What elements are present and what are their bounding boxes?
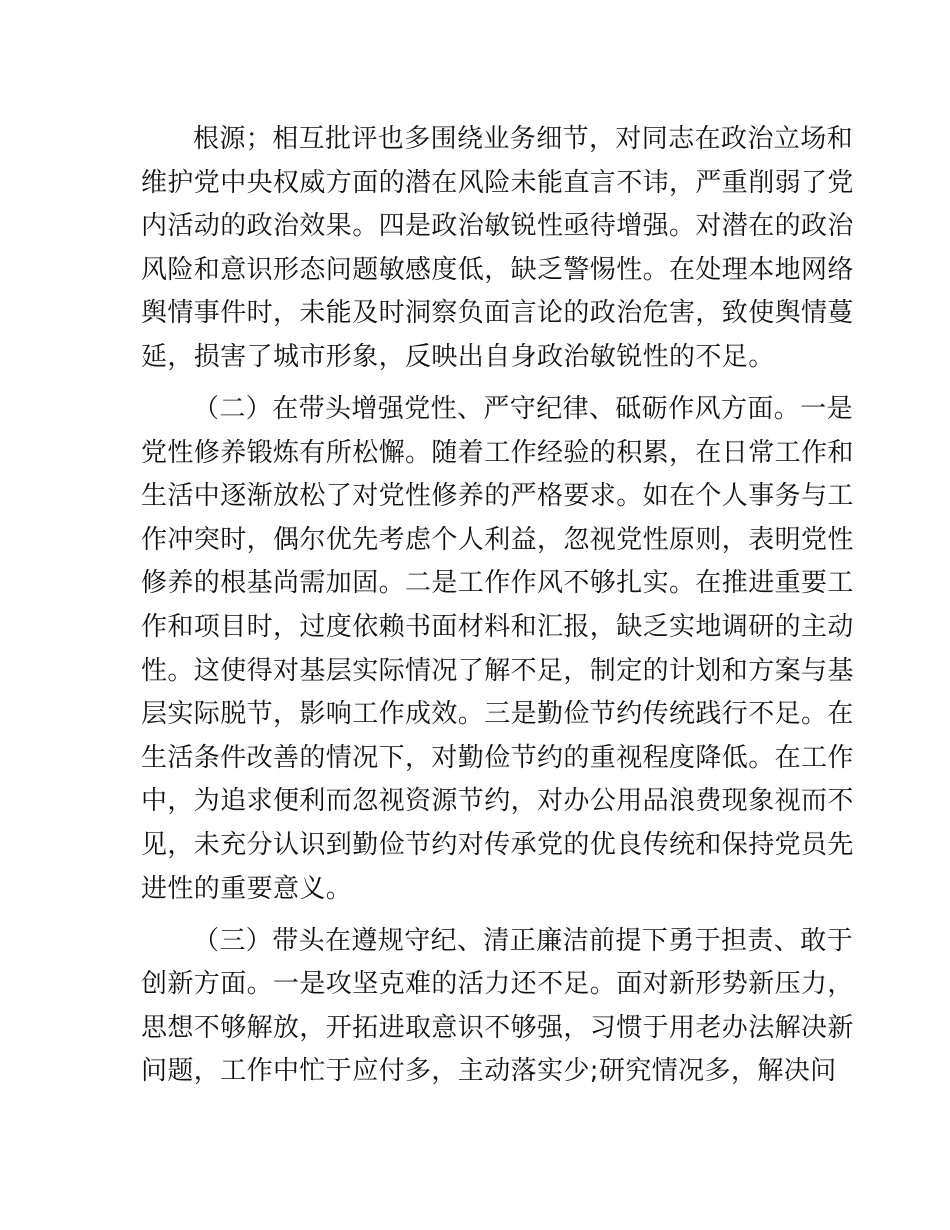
text-line: 修养的根基尚需加固。二是工作作风不够扎实。在推进重要工 bbox=[141, 568, 854, 599]
document-body bbox=[141, 118, 854, 1103]
text-line: 风险和意识形态问题敏感度低，缺乏警惕性。在处理本地网络 bbox=[141, 254, 854, 285]
paragraph-section-three bbox=[141, 920, 854, 1094]
text-line: 进性的重要意义。 bbox=[141, 873, 353, 904]
text-line: 创新方面。一是攻坚克难的活力还不足。面对新形势新压力， bbox=[141, 969, 854, 1000]
text-line: 内活动的政治效果。四是政治敏锐性亟待增强。对潜在的政治 bbox=[141, 211, 854, 242]
section-heading-line: （三）带头在遵规守纪、清正廉洁前提下勇于担责、敢于 bbox=[193, 925, 854, 956]
section-heading-line: （二）在带头增强党性、严守纪律、砥砺作风方面。一是 bbox=[193, 394, 854, 425]
text-line: 作冲突时，偶尔优先考虑个人利益，忽视党性原则，表明党性 bbox=[141, 524, 854, 555]
text-line: 延，损害了城市形象，反映出自身政治敏锐性的不足。 bbox=[141, 341, 775, 372]
text-line: 党性修养锻炼有所松懈。随着工作经验的积累，在日常工作和 bbox=[141, 437, 854, 468]
text-line: 层实际脱节，影响工作成效。三是勤俭节约传统践行不足。在 bbox=[141, 699, 854, 730]
text-line: 中，为追求便利而忽视资源节约，对办公用品浪费现象视而不 bbox=[141, 786, 854, 817]
text-line: 维护党中央权威方面的潜在风险未能直言不讳，严重削弱了党 bbox=[141, 167, 854, 198]
text-line: 根源；相互批评也多围绕业务细节，对同志在政治立场和 bbox=[193, 124, 854, 154]
text-line: 见，未充分认识到勤俭节约对传承党的优良传统和保持党员先 bbox=[141, 830, 854, 860]
paragraph-political-sensitivity bbox=[141, 118, 854, 380]
paragraph-section-two bbox=[141, 388, 854, 911]
text-line: 舆情事件时，未能及时洞察负面言论的政治危害，致使舆情蔓 bbox=[141, 298, 854, 329]
text-line: 生活中逐渐放松了对党性修养的严格要求。如在个人事务与工 bbox=[141, 481, 854, 512]
text-line: 问题，工作中忙于应付多，主动落实少;研究情况多，解决问 bbox=[141, 1056, 837, 1087]
text-line: 生活条件改善的情况下，对勤俭节约的重视程度降低。在工作 bbox=[141, 742, 854, 773]
text-line: 性。这使得对基层实际情况了解不足，制定的计划和方案与基 bbox=[141, 655, 854, 686]
text-line: 作和项目时，过度依赖书面材料和汇报，缺乏实地调研的主动 bbox=[141, 612, 854, 643]
text-line: 思想不够解放，开拓进取意识不够强，习惯于用老办法解决新 bbox=[141, 1012, 854, 1043]
